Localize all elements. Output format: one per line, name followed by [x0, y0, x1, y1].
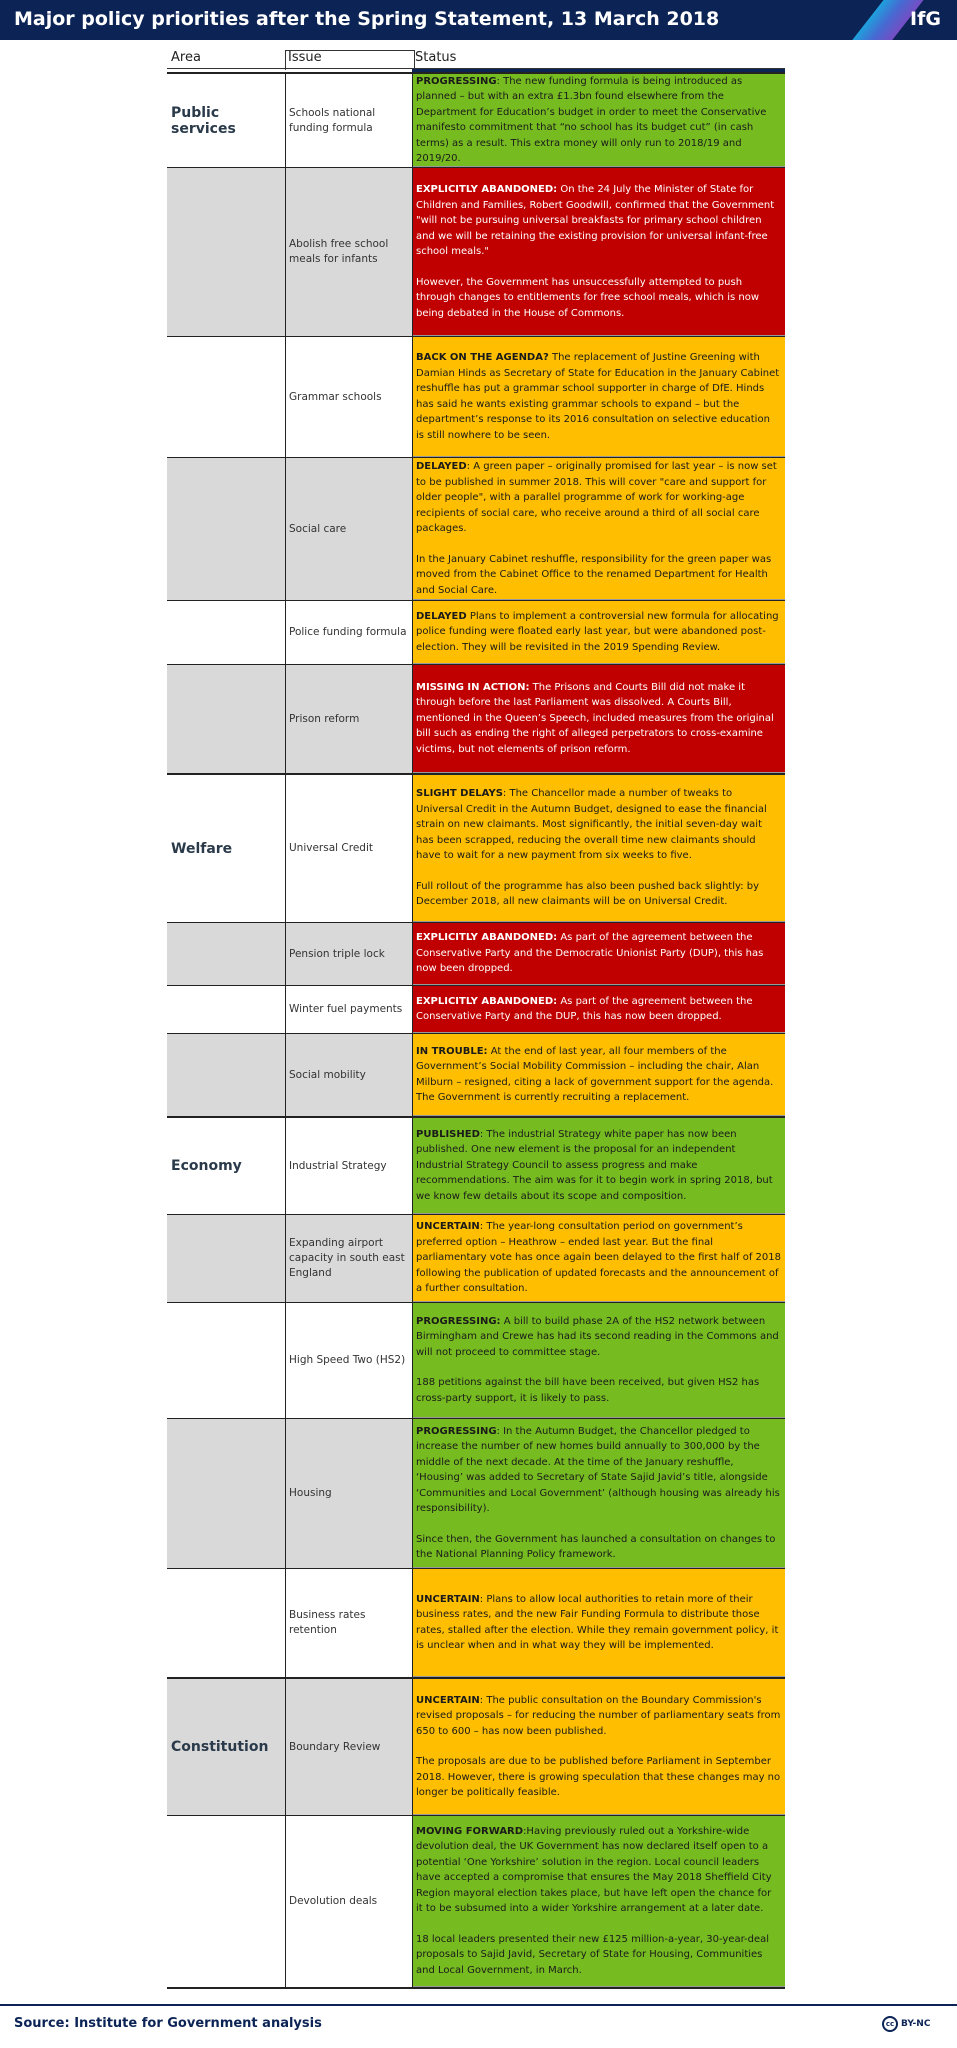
area-cell: [167, 1215, 285, 1302]
status-text: : Plans to allow local authorities to retain more of their business rates, and the new Fair Funding Formula to distribute those rates, stalled after the election. While they remain government policy, it is unclear when and in what way they will be implemented.: [416, 1593, 779, 1651]
issue-cell: Boundary Review: [285, 1679, 413, 1815]
ifg-logo: IfG: [910, 8, 941, 30]
issue-cell: Winter fuel payments: [285, 986, 413, 1033]
issue-cell: Industrial Strategy: [285, 1118, 413, 1214]
status-text: The proposals are due to be published before Parliament in September 2018. However, there is growing speculation that these changes may no longer be politically feasible.: [416, 1756, 781, 1798]
table-row: [167, 336, 785, 457]
source-note: Source: Institute for Government analysis: [14, 2016, 322, 2031]
area-cell: [167, 337, 285, 457]
status-paragraph: [416, 609, 781, 656]
status-text: Since then, the Government has launched a consultation on changes to the National Planning Policy framework.: [416, 1533, 776, 1560]
status-paragraph: [416, 1824, 781, 1917]
table-row: [167, 1568, 785, 1677]
column-header-area: Area: [171, 50, 201, 65]
area-cell: [167, 458, 285, 600]
status-label: MOVING FORWARD: [416, 1825, 524, 1837]
status-paragraph: [416, 1424, 781, 1517]
status-label: PROGRESSING: [416, 1425, 497, 1437]
status-cell: [413, 601, 785, 664]
status-paragraph: [416, 1754, 781, 1801]
table-row: [167, 985, 785, 1033]
issue-cell: Pension triple lock: [285, 923, 413, 985]
status-paragraph: [416, 1219, 781, 1297]
status-text: : In the Autumn Budget, the Chancellor pledged to increase the number of new homes build annually to 300,000 by the middle of the next decade. At the time of the January reshuffle, ‘Housing’ was added to Secretary of State Sajid Javid’s title, alongside ‘Communities and Local Government’ (although housing was already his responsibility).: [416, 1425, 780, 1514]
status-text: : The Chancellor made a number of tweaks to Universal Credit in the Autumn Budget, designed to ease the financial strain on new claimants. Most significantly, the initial seven-day wait has been scrapped, reducing the overall time new claimants should have to wait for a new payment from six weeks to five.: [416, 788, 767, 862]
issue-cell: Grammar schools: [285, 337, 413, 457]
status-text: : The public consultation on the Boundary Commission's revised proposals – for reducing the number of parliamentary seats from 650 to 600 – has now been published.: [416, 1694, 781, 1737]
status-paragraph: [416, 275, 781, 322]
status-paragraph: [416, 879, 781, 910]
table-row: [167, 1214, 785, 1302]
status-text: 188 petitions against the bill have been received, but given HS2 has cross-party support, it is likely to pass.: [416, 1377, 760, 1404]
area-cell: [167, 168, 285, 336]
status-text: : The new funding formula is being introduced as planned – but with an extra £1.3bn found elsewhere from the Department for Education’s budget in order to meet the Conservative manifesto commitment that “no school has its budget cut” (in cash terms) as a result. This extra money will only run to 2018/19 and 2019/20.: [416, 75, 767, 164]
issue-cell: Police funding formula: [285, 601, 413, 664]
status-cell: [413, 665, 785, 773]
status-label: EXPLICITLY ABANDONED:: [416, 995, 558, 1007]
status-label: UNCERTAIN: [416, 1593, 480, 1605]
status-cell: [413, 986, 785, 1033]
status-cell: [413, 1419, 785, 1568]
status-label: BACK ON THE AGENDA?: [416, 352, 549, 363]
status-text: : The industrial Strategy white paper has now been published. One new element is the proposal for an independent Industrial Strategy Council to assess progress and make recommendations. The aim was for it to begin work in spring 2018, but we know few details about its scope and composition.: [416, 1128, 773, 1202]
column-header-issue: Issue: [288, 50, 322, 65]
area-cell: [167, 1303, 285, 1418]
status-cell: [413, 923, 785, 985]
status-label: SLIGHT DELAYS: [416, 788, 503, 800]
status-paragraph: [416, 680, 781, 758]
area-cell: Economy: [171, 1158, 242, 1174]
issue-cell: High Speed Two (HS2): [285, 1303, 413, 1418]
area-cell: [167, 923, 285, 985]
status-label: PROGRESSING:: [416, 1315, 501, 1327]
status-cell: [413, 1118, 785, 1214]
table-row: [167, 773, 785, 922]
status-cell: [413, 458, 785, 600]
area-cell: Public services: [171, 104, 236, 137]
status-cell: [413, 74, 785, 167]
status-paragraph: [416, 1314, 781, 1361]
status-cell: [413, 168, 785, 336]
page-title: Major policy priorities after the Spring Statement, 13 March 2018: [14, 8, 720, 30]
status-cell: [413, 337, 785, 457]
table-row: [167, 1677, 785, 1815]
area-cell: [167, 1816, 285, 1987]
status-paragraph: [416, 994, 781, 1025]
area-cell: [167, 1034, 285, 1116]
status-paragraph: [416, 1592, 781, 1654]
status-text: 18 local leaders presented their new £125 million-a-year, 30-year-deal proposals to Sajid Javid, Secretary of State for Housing, Communities and Local Government, in March.: [416, 1933, 770, 1976]
status-cell: [413, 1679, 785, 1815]
status-cell: [413, 1303, 785, 1418]
status-paragraph: [416, 1932, 781, 1979]
status-text: Full rollout of the programme has also been pushed back slightly: by December 2018, all new claimants will be on Universal Credit.: [416, 880, 760, 908]
area-cell: Welfare: [171, 840, 233, 857]
status-paragraph: [416, 350, 781, 443]
status-label: EXPLICITLY ABANDONED:: [416, 184, 558, 195]
status-text: However, the Government has unsuccessfully attempted to push through changes to entitlements for free school meals, which is now being debated in the House of Commons.: [416, 276, 760, 319]
table-row: [167, 167, 785, 336]
status-cell: [413, 1034, 785, 1116]
status-paragraph: [416, 930, 781, 977]
status-text: :Having previously ruled out a Yorkshire-wide devolution deal, the UK Government has now declared itself open to a potential ‘One Yorkshire’ solution in the region. Local council leaders have accepted a compromise that ensures the May 2018 Sheffield City Region mayoral election takes place, but have left open the chance for it to be subsumed into a wider Yorkshire arrangement at a later date.: [416, 1825, 772, 1915]
table-row: [167, 457, 785, 600]
table-row: [167, 600, 785, 664]
issue-cell: Expanding airport capacity in south east England: [285, 1215, 413, 1302]
status-paragraph: [416, 552, 781, 599]
status-label: PROGRESSING: [416, 75, 497, 87]
status-label: UNCERTAIN: [416, 1221, 480, 1233]
status-text: Plans to implement a controversial new formula for allocating police funding were floated early last year, but were abandoned post-election. They will be revisited in the 2019 Spending Review.: [416, 610, 779, 653]
area-cell: [167, 1419, 285, 1568]
issue-cell: Business rates retention: [285, 1569, 413, 1677]
status-text: The Prisons and Courts Bill did not make it through before the last Parliament was dissolved. A Courts Bill, mentioned in the Queen’s Speech, included measures from the original bill such as ending the right of alleged perpetrators to cross-examine victims, but not elements of prison reform.: [416, 681, 774, 755]
status-text: On the 24 July the Minister of State for Children and Families, Robert Goodwill, confirmed that the Government "will not be pursuing universal breakfasts for primary school children and we will be retaining the existing provision for universal infant-free school meals.": [416, 184, 775, 257]
status-label: DELAYED: [416, 610, 467, 622]
table-row: [167, 664, 785, 773]
creative-commons-icon: cc: [882, 2016, 898, 2032]
status-cell: [413, 1816, 785, 1987]
status-label: IN TROUBLE:: [416, 1045, 488, 1057]
area-cell: [167, 1569, 285, 1677]
table-row: [167, 1033, 785, 1116]
footer-rule: [0, 2004, 957, 2006]
status-label: EXPLICITLY ABANDONED:: [416, 932, 558, 944]
status-text: : A green paper – originally promised for last year – is now set to be published in summer 2018. This will cover "care and support for older people", with a parallel programme of work for working-age recipients of social care, who receive around a third of all social care packages.: [416, 461, 777, 534]
issue-cell: Housing: [285, 1419, 413, 1568]
status-cell: [413, 775, 785, 922]
table-row: [167, 922, 785, 985]
table-bottom-rule: [167, 1987, 785, 1989]
issue-cell: Abolish free school meals for infants: [285, 168, 413, 336]
status-paragraph: [416, 786, 781, 864]
status-paragraph: [416, 182, 781, 260]
status-text: : The year-long consultation period on government’s preferred option – Heathrow – ended last year. But the final parliamentary vote has once again been delayed to the first half of 2018 following the publication of updated forecasts and the announcement of a further consultation.: [416, 1221, 781, 1295]
status-label: PUBLISHED: [416, 1128, 480, 1140]
status-paragraph: [416, 1693, 781, 1740]
status-paragraph: [416, 1127, 781, 1205]
status-text: A bill to build phase 2A of the HS2 network between Birmingham and Crewe has had its second reading in the Commons and will not proceed to committee stage.: [416, 1315, 779, 1358]
status-text: As part of the agreement between the Conservative Party and the DUP, this has now been dropped.: [416, 995, 753, 1022]
table-row: [167, 1418, 785, 1568]
table-row: [167, 1116, 785, 1214]
status-text: The replacement of Justine Greening with Damian Hinds as Secretary of State for Education in the January Cabinet reshuffle has put a grammar school supporter in charge of DfE. Hinds has said he wants existing grammar schools to expand – but the department’s response to its 2016 consultation on selective education is still nowhere to be seen.: [416, 352, 780, 441]
status-text: At the end of last year, all four members of the Government’s Social Mobility Commission – including the chair, Alan Milburn – resigned, citing a lack of government support for the agenda. The Government is currently recruiting a replacement.: [416, 1045, 774, 1103]
status-paragraph: [416, 1532, 781, 1563]
status-text: In the January Cabinet reshuffle, responsibility for the green paper was moved from the Cabinet Office to the renamed Department for Health and Social Care.: [416, 553, 772, 596]
issue-cell: Social mobility: [285, 1034, 413, 1116]
area-cell: [167, 601, 285, 664]
status-label: MISSING IN ACTION:: [416, 681, 530, 693]
issue-cell: Schools national funding formula: [285, 74, 413, 167]
status-cell: [413, 1569, 785, 1677]
licence-badge: [882, 2016, 930, 2032]
status-text: As part of the agreement between the Conservative Party and the Democratic Unionist Party (DUP), this has now been dropped.: [416, 932, 764, 975]
issue-cell: Devolution deals: [285, 1816, 413, 1987]
status-cell: [413, 1215, 785, 1302]
area-cell: Constitution: [167, 1679, 285, 1815]
status-paragraph: [416, 1375, 781, 1406]
issue-cell: Universal Credit: [285, 775, 413, 922]
status-paragraph: [416, 459, 781, 537]
status-label: UNCERTAIN: [416, 1694, 480, 1706]
status-label: DELAYED: [416, 461, 467, 472]
status-paragraph: [416, 74, 781, 167]
issue-cell: Social care: [285, 458, 413, 600]
status-paragraph: [416, 1044, 781, 1106]
area-cell: [167, 665, 285, 773]
table-row: [167, 1815, 785, 1987]
licence-label: BY-NC: [901, 2019, 931, 2029]
column-header-status: Status: [415, 50, 457, 65]
table-row: [167, 72, 785, 167]
table-row: [167, 1302, 785, 1418]
issue-cell: Prison reform: [285, 665, 413, 773]
area-cell: [167, 986, 285, 1033]
header-bar: [0, 0, 957, 40]
